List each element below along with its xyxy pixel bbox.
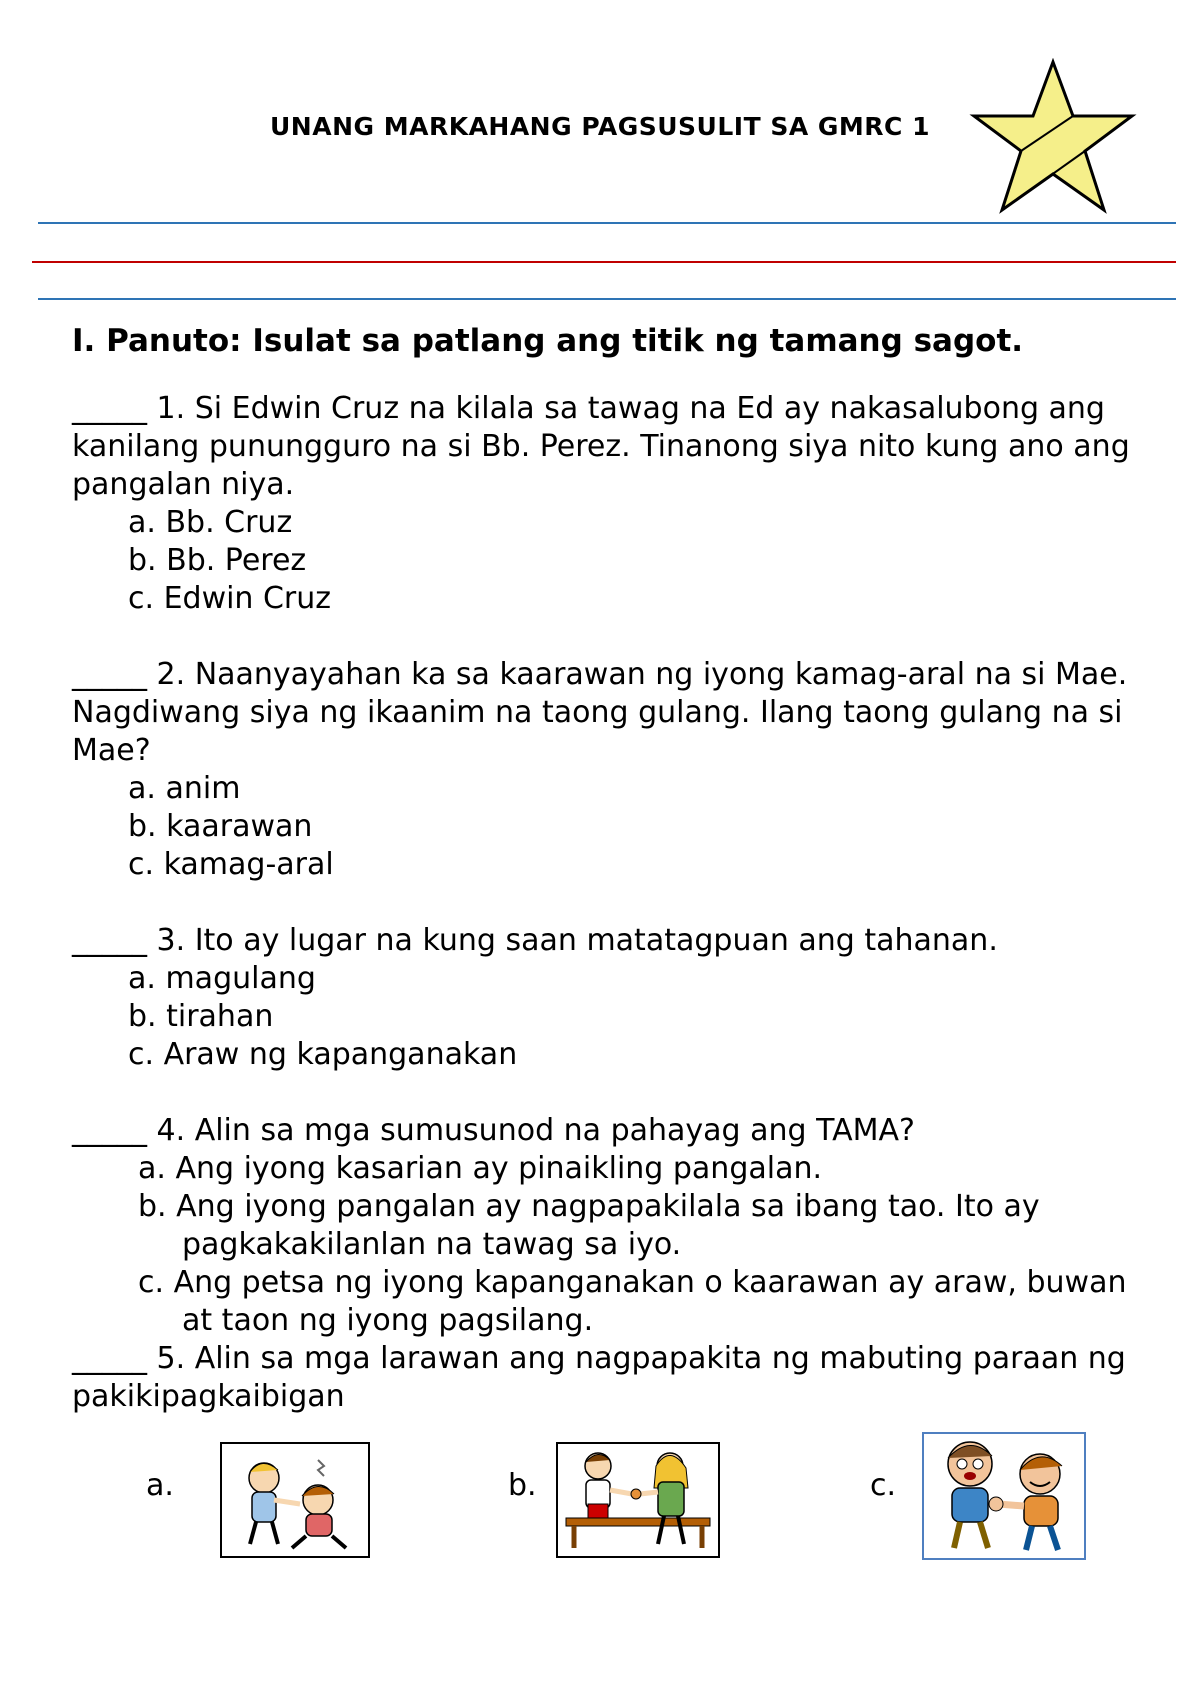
options-list [72,770,1142,884]
name-line-red-middle [32,261,1176,263]
options-list [72,504,1142,618]
question-3 [72,922,1142,1074]
question-text: _____ 4. Alin sa mga sumusunod na pahayag ang TAMA? [72,1113,915,1148]
option-b: b. kaarawan [128,809,313,844]
star-icon [968,58,1138,218]
boys-punching-image [922,1432,1086,1560]
option-c: c. Ang petsa ng iyong kapanganakan o kaarawan ay araw, buwan at taon ng iyong pagsilang. [138,1265,1127,1338]
children-fighting-image [220,1442,370,1558]
option-b: b. tirahan [128,999,274,1034]
page-title: UNANG MARKAHANG PAGSUSULIT SA GMRC 1 [270,112,930,141]
option-c: c. Araw ng kapanganakan [128,1037,518,1072]
question-5 [72,1340,1142,1416]
options-list [72,1150,1142,1340]
question-text: _____ 5. Alin sa mga larawan ang nagpapakita ng mabuting paraan ng pakikipagkaibigan [72,1341,1126,1414]
option-c: c. kamag-aral [128,847,334,882]
option-a: a. Bb. Cruz [128,505,293,540]
option-a: a. Ang iyong kasarian ay pinaikling pangalan. [138,1151,823,1186]
picture-choices [0,1446,1200,1576]
option-b: b. Bb. Perez [128,543,307,578]
choice-b-label: b. [508,1468,537,1503]
option-a: a. anim [128,771,241,806]
question-4 [72,1112,1142,1340]
name-line-blue-top [38,222,1176,224]
question-text: _____ 1. Si Edwin Cruz na kilala sa tawag na Ed ay nakasalubong ang kanilang punungguro na si Bb. Perez. Tinanong siya nito kung ano ang pangalan niya. [72,391,1130,502]
question-1 [72,390,1142,618]
options-list [72,960,1142,1074]
option-b: b. Ang iyong pangalan ay nagpapakilala sa ibang tao. Ito ay pagkakakilanlan na tawag sa iyo. [138,1189,1040,1262]
quiz-body [72,322,1142,1416]
option-a: a. magulang [128,961,316,996]
children-sharing-image [556,1442,720,1558]
option-c: c. Edwin Cruz [128,581,332,616]
question-text: _____ 3. Ito ay lugar na kung saan matatagpuan ang tahanan. [72,923,998,958]
choice-a-label: a. [146,1468,174,1503]
question-text: _____ 2. Naanyayahan ka sa kaarawan ng iyong kamag-aral na si Mae. Nagdiwang siya ng ikaanim na taong gulang. Ilang taong gulang na si Mae? [72,657,1128,768]
instruction-heading: I. Panuto: Isulat sa patlang ang titik ng tamang sagot. [72,323,1024,359]
choice-c-label: c. [870,1468,897,1503]
name-line-blue-bottom [38,298,1176,300]
question-2 [72,656,1142,884]
